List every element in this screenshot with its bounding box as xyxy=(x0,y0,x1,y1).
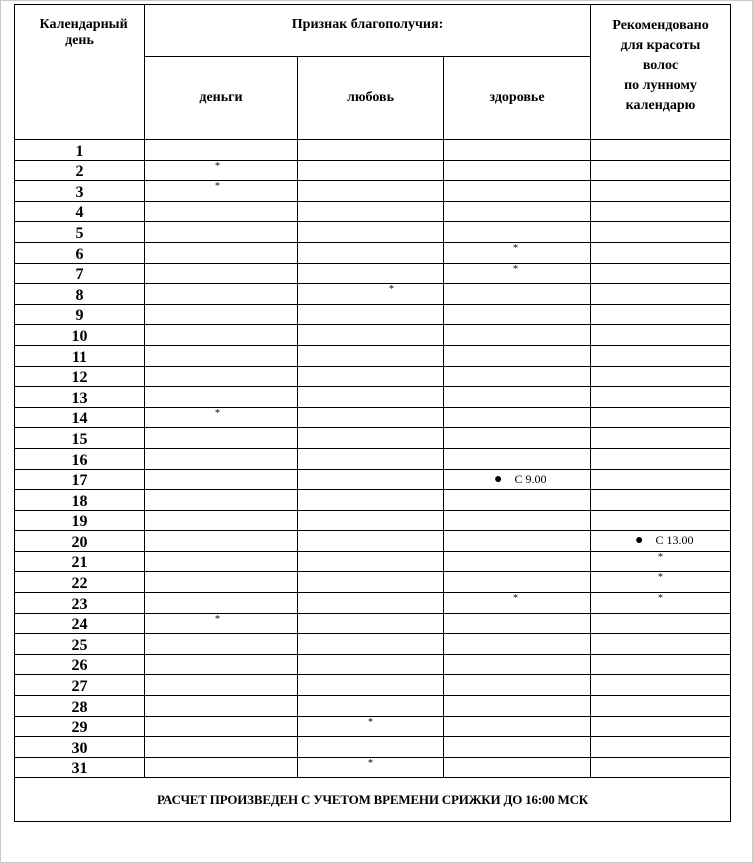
love-cell xyxy=(298,222,444,243)
table-row xyxy=(15,428,731,449)
table-row xyxy=(15,407,731,428)
rec-cell xyxy=(591,716,731,737)
day-number: 25 xyxy=(15,634,145,655)
health-cell xyxy=(444,654,591,675)
rec-cell xyxy=(591,263,731,284)
day-number: 3 xyxy=(15,181,145,202)
money-cell xyxy=(145,407,298,428)
health-cell xyxy=(444,448,591,469)
recommended-line-2: для красоты xyxy=(620,38,701,53)
money-cell xyxy=(145,490,298,511)
rec-cell xyxy=(591,510,731,531)
recommended-line-1: Рекомендовано xyxy=(612,18,709,33)
love-cell xyxy=(298,242,444,263)
table-row xyxy=(15,510,731,531)
rec-cell xyxy=(591,737,731,758)
day-number: 16 xyxy=(15,448,145,469)
rec-cell xyxy=(591,345,731,366)
rec-cell xyxy=(591,387,731,408)
health-cell xyxy=(444,613,591,634)
table-row xyxy=(15,284,731,305)
day-number: 2 xyxy=(15,160,145,181)
money-cell xyxy=(145,140,298,161)
day-number: 1 xyxy=(15,140,145,161)
money-mark: * xyxy=(215,181,220,193)
health-mark: * xyxy=(513,593,518,605)
wellbeing-header-text: Признак благополучия: xyxy=(291,17,444,32)
table-row xyxy=(15,366,731,387)
love-cell xyxy=(298,654,444,675)
love-cell xyxy=(298,407,444,428)
health-cell xyxy=(444,428,591,449)
rec-time-text: С 13.00 xyxy=(655,533,694,548)
table-row xyxy=(15,716,731,737)
health-cell xyxy=(444,572,591,593)
rec-cell xyxy=(591,490,731,511)
table-row xyxy=(15,531,731,552)
day-number: 8 xyxy=(15,284,145,305)
love-cell xyxy=(298,757,444,778)
table-row xyxy=(15,675,731,696)
rec-cell xyxy=(591,201,731,222)
health-cell xyxy=(444,222,591,243)
footer-row xyxy=(15,778,731,822)
health-cell xyxy=(444,181,591,202)
rec-cell xyxy=(591,304,731,325)
day-number: 5 xyxy=(15,222,145,243)
money-cell xyxy=(145,716,298,737)
love-cell xyxy=(298,510,444,531)
health-cell xyxy=(444,593,591,614)
health-mark: * xyxy=(513,242,518,254)
table-row xyxy=(15,593,731,614)
health-column-header: здоровье xyxy=(444,57,591,140)
love-cell xyxy=(298,716,444,737)
love-cell xyxy=(298,304,444,325)
recommended-line-4: по лунному xyxy=(624,78,697,93)
health-cell xyxy=(444,469,591,490)
health-cell xyxy=(444,160,591,181)
money-cell xyxy=(145,675,298,696)
day-number: 26 xyxy=(15,654,145,675)
money-cell xyxy=(145,387,298,408)
rec-cell xyxy=(591,551,731,572)
money-cell xyxy=(145,181,298,202)
table-row xyxy=(15,757,731,778)
day-number: 13 xyxy=(15,387,145,408)
rec-cell xyxy=(591,531,731,552)
love-cell xyxy=(298,696,444,717)
money-cell xyxy=(145,510,298,531)
rec-cell xyxy=(591,222,731,243)
health-cell xyxy=(444,263,591,284)
money-cell xyxy=(145,160,298,181)
rec-cell xyxy=(591,469,731,490)
health-cell xyxy=(444,325,591,346)
rec-mark: * xyxy=(658,572,664,584)
table-row xyxy=(15,140,731,161)
day-number: 21 xyxy=(15,551,145,572)
rec-cell xyxy=(591,284,731,305)
table-row xyxy=(15,345,731,366)
day-number: 20 xyxy=(15,531,145,552)
day-number: 11 xyxy=(15,345,145,366)
health-cell xyxy=(444,634,591,655)
health-cell xyxy=(444,387,591,408)
day-number: 17 xyxy=(15,469,145,490)
money-cell xyxy=(145,613,298,634)
bullet-dot-icon: ● xyxy=(635,533,644,549)
love-mark: * xyxy=(368,757,373,769)
rec-cell xyxy=(591,572,731,593)
rec-cell xyxy=(591,696,731,717)
table-row xyxy=(15,572,731,593)
day-number: 18 xyxy=(15,490,145,511)
rec-cell xyxy=(591,160,731,181)
money-cell xyxy=(145,304,298,325)
money-cell xyxy=(145,696,298,717)
rec-time-note xyxy=(635,533,693,548)
rec-cell xyxy=(591,325,731,346)
love-mark: * xyxy=(389,284,394,296)
day-number: 19 xyxy=(15,510,145,531)
table-row xyxy=(15,160,731,181)
health-cell xyxy=(444,510,591,531)
rec-cell xyxy=(591,366,731,387)
money-column-header: деньги xyxy=(145,57,298,140)
money-cell xyxy=(145,593,298,614)
health-time-note xyxy=(494,472,546,487)
money-cell xyxy=(145,654,298,675)
table-row xyxy=(15,263,731,284)
love-cell xyxy=(298,613,444,634)
love-cell xyxy=(298,284,444,305)
love-mark: * xyxy=(368,716,373,728)
rec-cell xyxy=(591,654,731,675)
love-cell xyxy=(298,490,444,511)
rec-cell xyxy=(591,428,731,449)
money-cell xyxy=(145,634,298,655)
money-cell xyxy=(145,448,298,469)
table-row xyxy=(15,448,731,469)
recommended-line-3: волос xyxy=(642,58,679,73)
rec-cell xyxy=(591,242,731,263)
love-cell xyxy=(298,366,444,387)
rec-mark: * xyxy=(658,551,664,563)
love-cell xyxy=(298,572,444,593)
table-row xyxy=(15,634,731,655)
rec-cell xyxy=(591,593,731,614)
health-cell xyxy=(444,696,591,717)
health-cell xyxy=(444,551,591,572)
money-cell xyxy=(145,572,298,593)
love-cell xyxy=(298,345,444,366)
love-cell xyxy=(298,263,444,284)
table-row xyxy=(15,387,731,408)
day-number: 4 xyxy=(15,201,145,222)
calendar-day-header-text: Календарный день xyxy=(39,17,128,48)
health-cell xyxy=(444,284,591,305)
rec-cell xyxy=(591,140,731,161)
day-number: 9 xyxy=(15,304,145,325)
table-row xyxy=(15,242,731,263)
love-cell xyxy=(298,469,444,490)
health-cell xyxy=(444,242,591,263)
rec-mark: * xyxy=(658,593,664,605)
day-number: 28 xyxy=(15,696,145,717)
table-row xyxy=(15,613,731,634)
money-cell xyxy=(145,551,298,572)
money-mark: * xyxy=(215,407,220,419)
money-cell xyxy=(145,737,298,758)
money-mark: * xyxy=(215,613,220,625)
love-cell xyxy=(298,634,444,655)
day-number: 23 xyxy=(15,593,145,614)
love-cell xyxy=(298,593,444,614)
rec-cell xyxy=(591,181,731,202)
health-cell xyxy=(444,757,591,778)
day-number: 30 xyxy=(15,737,145,758)
rec-cell xyxy=(591,613,731,634)
love-cell xyxy=(298,551,444,572)
rec-cell xyxy=(591,448,731,469)
health-cell xyxy=(444,366,591,387)
day-number: 31 xyxy=(15,757,145,778)
table-row xyxy=(15,469,731,490)
table-row xyxy=(15,304,731,325)
lunar-calendar-table xyxy=(14,4,731,822)
money-mark: * xyxy=(215,160,220,172)
table-row xyxy=(15,696,731,717)
rec-cell xyxy=(591,757,731,778)
money-cell xyxy=(145,284,298,305)
love-cell xyxy=(298,325,444,346)
day-number: 15 xyxy=(15,428,145,449)
health-time-text: С 9.00 xyxy=(514,471,547,486)
rec-cell xyxy=(591,675,731,696)
table-row xyxy=(15,325,731,346)
table-row xyxy=(15,201,731,222)
calculation-note: РАСЧЕТ ПРОИЗВЕДЕН С УЧЕТОМ ВРЕМЕНИ СРИЖКИ ДО 16:00 МСК xyxy=(15,778,731,822)
money-cell xyxy=(145,222,298,243)
health-cell xyxy=(444,531,591,552)
table-row xyxy=(15,490,731,511)
day-number: 7 xyxy=(15,263,145,284)
love-cell xyxy=(298,448,444,469)
love-cell xyxy=(298,428,444,449)
money-cell xyxy=(145,325,298,346)
health-cell xyxy=(444,140,591,161)
love-cell xyxy=(298,675,444,696)
money-cell xyxy=(145,531,298,552)
day-number: 14 xyxy=(15,407,145,428)
table-row xyxy=(15,654,731,675)
money-cell xyxy=(145,757,298,778)
love-cell xyxy=(298,531,444,552)
love-cell xyxy=(298,737,444,758)
health-cell xyxy=(444,675,591,696)
money-cell xyxy=(145,469,298,490)
money-cell xyxy=(145,366,298,387)
table-row xyxy=(15,222,731,243)
day-number: 10 xyxy=(15,325,145,346)
table-row xyxy=(15,181,731,202)
table-row xyxy=(15,737,731,758)
header-row-1 xyxy=(15,5,731,57)
rec-cell xyxy=(591,634,731,655)
health-cell xyxy=(444,345,591,366)
love-column-header: любовь xyxy=(298,57,444,140)
day-number: 22 xyxy=(15,572,145,593)
bullet-dot-icon: ● xyxy=(494,471,503,487)
rec-cell xyxy=(591,407,731,428)
health-cell xyxy=(444,490,591,511)
recommended-line-5: календарю xyxy=(625,98,696,113)
money-cell xyxy=(145,345,298,366)
table-row xyxy=(15,551,731,572)
money-cell xyxy=(145,201,298,222)
day-number: 6 xyxy=(15,242,145,263)
day-number: 12 xyxy=(15,366,145,387)
day-number: 24 xyxy=(15,613,145,634)
love-cell xyxy=(298,387,444,408)
health-cell xyxy=(444,201,591,222)
health-cell xyxy=(444,304,591,325)
love-cell xyxy=(298,181,444,202)
wellbeing-header xyxy=(145,5,591,57)
health-cell xyxy=(444,737,591,758)
money-cell xyxy=(145,263,298,284)
health-mark: * xyxy=(513,263,518,275)
money-cell xyxy=(145,242,298,263)
money-cell xyxy=(145,428,298,449)
day-number: 27 xyxy=(15,675,145,696)
day-number: 29 xyxy=(15,716,145,737)
recommended-header xyxy=(591,5,731,140)
calendar-day-header xyxy=(15,5,145,140)
love-cell xyxy=(298,140,444,161)
love-cell xyxy=(298,160,444,181)
health-cell xyxy=(444,407,591,428)
love-cell xyxy=(298,201,444,222)
health-cell xyxy=(444,716,591,737)
